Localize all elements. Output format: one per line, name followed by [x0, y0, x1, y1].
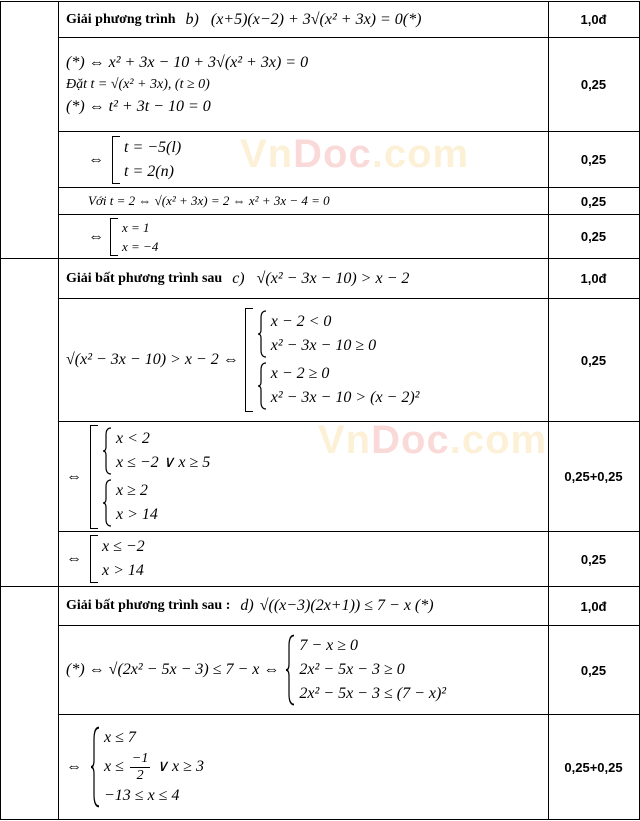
or-bracket — [110, 218, 118, 256]
case-line: t = 2(n) — [124, 162, 174, 180]
or-bracket — [90, 535, 98, 583]
solution-step — [58, 422, 548, 531]
equivalence-symbol: ⇔ — [66, 467, 82, 485]
solution-step — [58, 715, 548, 819]
condition-line: x < 2 — [116, 429, 150, 447]
points-cell: 0,25+0,25 — [564, 469, 623, 484]
table-border-bottom — [0, 819, 640, 820]
equivalence-symbol: ⇔ — [66, 758, 82, 775]
and-brace — [257, 362, 267, 410]
and-brace — [90, 726, 100, 808]
case-line: x = −4 — [122, 238, 159, 254]
solution-step — [58, 188, 548, 214]
condition-line: x ≤ −2 ∨ x ≥ 5 — [116, 453, 211, 471]
solution-step — [58, 132, 548, 187]
condition-line: x − 2 ≥ 0 — [270, 365, 330, 382]
inequality: √((x−3)(2x+1)) ≤ 7 − x (*) — [259, 597, 434, 614]
points-cell: 0,25 — [580, 77, 607, 92]
or-bracket — [112, 136, 120, 184]
and-brace — [285, 634, 295, 706]
equation-line: Với t = 2 ⇔ √(x² + 3x) = 2 ⇔ x² + 3x − 4 = 0 — [88, 193, 330, 208]
problem-title-c — [58, 259, 548, 298]
and-brace — [102, 427, 112, 475]
condition-line: x ≥ 2 — [116, 481, 148, 499]
equation-line: (*) ⇔ x² + 3x − 10 + 3√(x² + 3x) = 0 — [66, 53, 309, 71]
case-line: t = −5(l) — [124, 138, 182, 156]
case-line: x > 14 — [102, 562, 144, 579]
points-cell: 0,25+0,25 — [564, 759, 623, 775]
condition-line: 7 − x ≥ 0 — [299, 637, 359, 654]
condition-line: x > 14 — [116, 505, 158, 523]
points-cell: 1,0đ — [580, 12, 607, 27]
condition-line: 2x² − 5x − 3 ≥ 0 — [299, 661, 405, 678]
inequality: √(x² − 3x − 10) > x − 2 — [256, 269, 410, 287]
problem-label: b) — [185, 10, 199, 28]
case-line: x ≤ −2 — [102, 538, 145, 555]
watermark-logo: VnDoc.com — [318, 418, 548, 462]
equivalence-symbol: ⇔ — [88, 150, 104, 168]
condition-line: x² − 3x − 10 ≥ 0 — [270, 337, 377, 354]
solution-step — [58, 38, 548, 131]
and-brace — [257, 310, 267, 358]
points-cell: 1,0đ — [580, 271, 607, 286]
problem-label: d) — [240, 597, 254, 614]
problem-label: c) — [232, 269, 245, 287]
points-cell: 0,25 — [580, 551, 607, 567]
or-bracket — [245, 308, 253, 412]
problem-title: Giải bất phương trình sau — [66, 270, 223, 286]
condition-line: x² − 3x − 10 > (x − 2)² — [270, 389, 420, 406]
solution-step — [58, 299, 548, 421]
solution-step — [58, 215, 548, 258]
problem-title-b — [58, 2, 548, 37]
condition-line: x ≤ $\frac{-1}{2}$ ∨ x ≥ 3 — [104, 750, 204, 783]
problem-title: Giải phương trình — [66, 11, 176, 27]
points-cell: 0,25 — [580, 662, 607, 678]
inequality-lhs: √(x² − 3x − 10) > x − 2 ⇔ — [66, 351, 239, 368]
problem-title-d — [58, 587, 548, 625]
and-brace — [102, 479, 112, 527]
or-bracket — [90, 425, 98, 529]
points-cell: 0,25 — [580, 152, 607, 167]
condition-line: x ≤ 7 — [104, 729, 136, 746]
solution-step — [58, 532, 548, 586]
condition-line: 2x² − 5x − 3 ≤ (7 − x)² — [299, 685, 447, 702]
substitution-line: Đặt t = √(x² + 3x), (t ≥ 0) — [66, 76, 210, 92]
points-cell: 0,25 — [580, 352, 607, 368]
condition-line: −13 ≤ x ≤ 4 — [104, 787, 180, 804]
watermark-logo: VnDoc.com — [240, 132, 470, 176]
condition-line: x − 2 < 0 — [270, 313, 332, 330]
inequality-lhs: (*) ⇔ √(2x² − 5x − 3) ≤ 7 − x ⇔ — [66, 661, 280, 678]
problem-title: Giải bất phương trình sau : — [66, 598, 231, 613]
case-line: x = 1 — [122, 219, 150, 235]
equation-line: (*) ⇔ t² + 3t − 10 = 0 — [66, 97, 211, 115]
equivalence-symbol: ⇔ — [88, 227, 104, 245]
fraction — [130, 751, 150, 784]
fraction-denominator: 2 — [136, 767, 144, 783]
equivalence-symbol: ⇔ — [66, 550, 82, 567]
points-cell: 0,25 — [580, 193, 607, 209]
table-border-left — [0, 1, 1, 820]
equation: (x+5)(x−2) + 3√(x² + 3x) = 0(*) — [210, 10, 422, 28]
solution-step — [58, 626, 548, 714]
fraction-numerator: −1 — [131, 750, 149, 766]
points-cell: 0,25 — [580, 229, 607, 244]
points-cell: 1,0đ — [580, 598, 607, 614]
